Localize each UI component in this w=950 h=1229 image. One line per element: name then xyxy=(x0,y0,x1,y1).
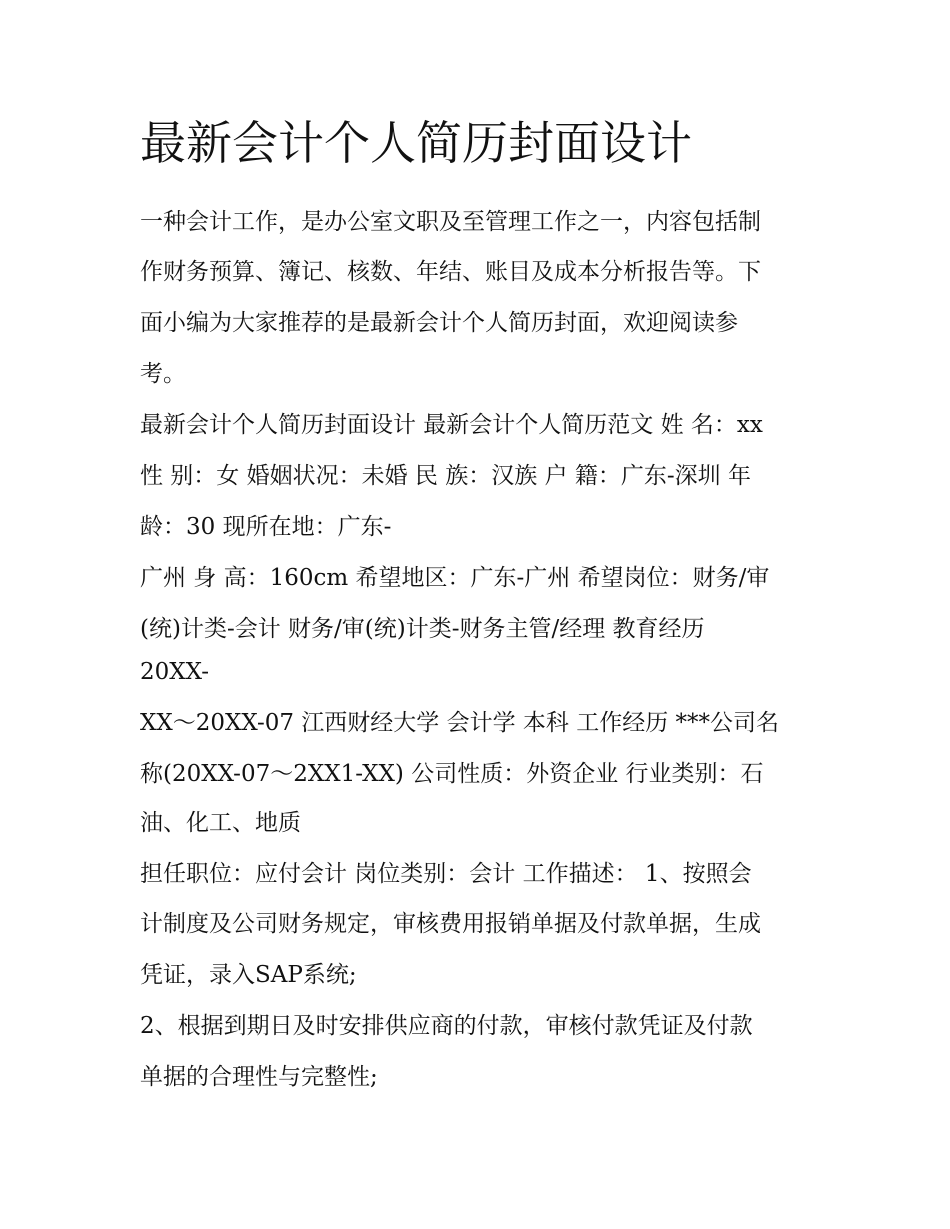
body-line-14: 担任职位：应付会计 岗位类别：会计 工作描述： 1、按照会 xyxy=(140,861,752,887)
body-line-15: 计制度及公司财务规定，审核费用报销单据及付款单据，生成 xyxy=(140,911,761,937)
body-line-12: 称(20XX-07～2XX1-XX) 公司性质：外资企业 行业类别：石 xyxy=(140,761,764,787)
body-line-8: 广州 身 高：160cm 希望地区：广东-广州 希望岗位：财务/审 xyxy=(140,565,770,591)
body-line-10: 20XX- xyxy=(140,659,209,685)
body-line-18: 单据的合理性与完整性; xyxy=(140,1064,378,1090)
body-line-7: 龄：30 现所在地：广东- xyxy=(140,514,392,540)
body-line-2: 作财务预算、簿记、核数、年结、账目及成本分析报告等。下 xyxy=(140,259,761,285)
document-title: 最新会计个人简历封面设计 xyxy=(140,116,692,170)
body-line-1: 一种会计工作，是办公室文职及至管理工作之一，内容包括制 xyxy=(140,209,761,235)
body-line-13: 油、化工、地质 xyxy=(140,810,301,836)
body-line-3: 面小编为大家推荐的是最新会计个人简历封面，欢迎阅读参 xyxy=(140,310,738,336)
body-line-17: 2、根据到期日及时安排供应商的付款，审核付款凭证及付款 xyxy=(140,1013,753,1039)
body-line-4: 考。 xyxy=(140,361,186,387)
body-line-5: 最新会计个人简历封面设计 最新会计个人简历范文 姓 名：xx xyxy=(140,412,763,438)
body-line-9: (统)计类-会计 财务/审(统)计类-财务主管/经理 教育经历 xyxy=(140,616,705,642)
body-line-16: 凭证，录入SAP系统; xyxy=(140,962,357,988)
body-line-6: 性 别：女 婚姻状况：未婚 民 族：汉族 户 籍：广东-深圳 年 xyxy=(140,463,751,489)
body-line-11: XX～20XX-07 江西财经大学 会计学 本科 工作经历 ***公司名 xyxy=(140,710,780,736)
